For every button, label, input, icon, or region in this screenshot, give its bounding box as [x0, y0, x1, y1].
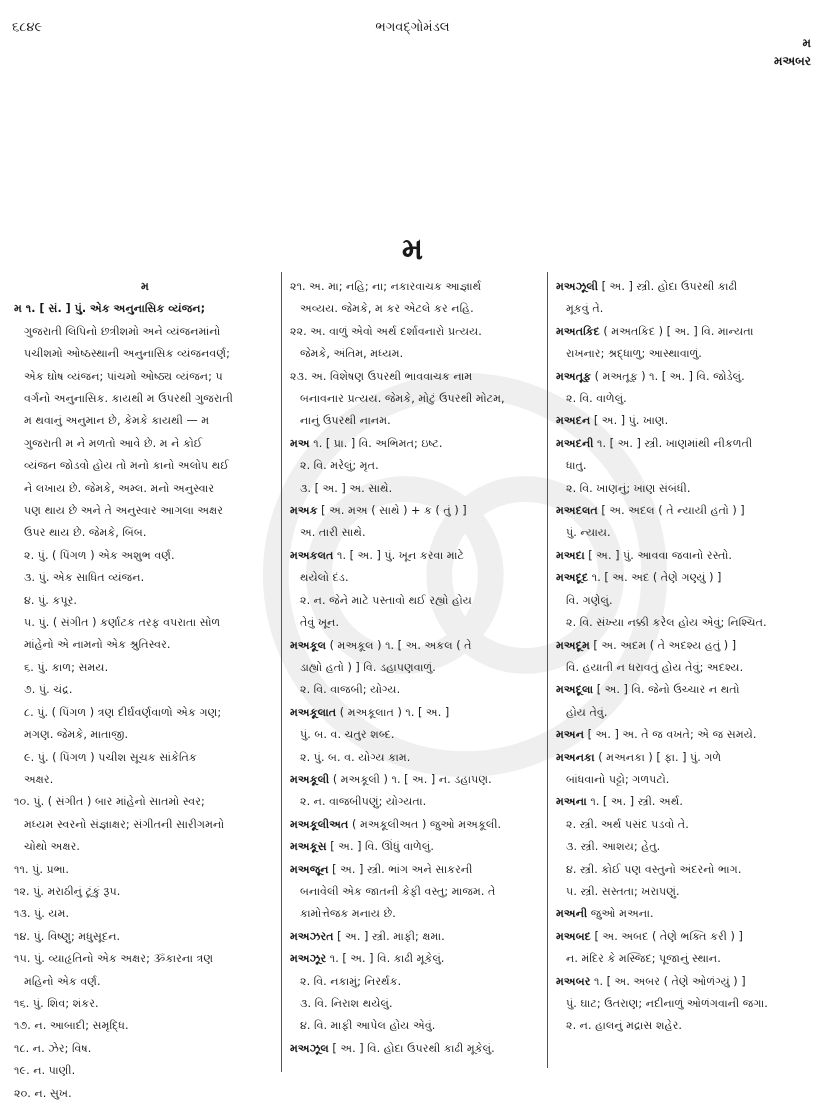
- entry-line: ૨. વિ. મરેલું; મૃત.: [300, 459, 379, 473]
- entry-line: ૨૧. અ. મા; નહિ; ના; નકારવાચક આજ્ઞાર્થ: [290, 280, 482, 293]
- definition-text: ૧. [ અ. અબર ( તેણે ઓળંગ્યું ) ]: [590, 974, 746, 988]
- entry-line: ૨. ન. હાલનું મદ્રાસ શહેર.: [566, 1019, 682, 1033]
- definition-text: [ અ. મઅ ( સાથે ) + ક ( તું ) ]: [317, 504, 467, 518]
- entry-line: વિ. હયાતી ન ધરાવતું હોય તેવું; અદશ્ય.: [566, 660, 744, 674]
- entry-line: ૩. વિ. નિરાશ થયેલું.: [300, 997, 393, 1010]
- headword: મઅઝૂર: [290, 952, 327, 966]
- entry-headword-line: [290, 859, 542, 881]
- headword: મઅદન: [556, 414, 591, 428]
- entry-headword-line: [556, 926, 812, 948]
- headword: મઅના: [556, 795, 587, 809]
- entry-line: ૨. વિ. વાજબી; યોગ્ય.: [300, 683, 401, 697]
- entry-line: ૨૩. અ. વિશેષણ ઉપરથી ભાવવાચક નામ: [290, 369, 473, 383]
- entry-line: ૨. ન. વાજબીપણું; યોગ્યતા.: [300, 795, 427, 809]
- entry-headword-line: [290, 702, 542, 724]
- right-column: [556, 276, 812, 1038]
- entry-line: ડાહ્યો હતો ) ] વિ. ડહાપણવાળું.: [300, 660, 436, 674]
- definition-text: [ અ. ] વિ. જેનો ઉચ્ચાર ન થતો: [593, 683, 740, 697]
- entry-line: ૧૩. પું. યમ.: [14, 907, 70, 921]
- entry-line: મગણ. જેમકે, માતાજી.: [24, 728, 129, 742]
- entry-line: ૩. સ્ત્રી. આશય; હેતુ.: [566, 840, 661, 854]
- entry-line: ૩. [ અ. ] અ. સાથે.: [300, 481, 393, 495]
- entry-headword-line: [556, 433, 812, 455]
- column-divider: [281, 272, 282, 1072]
- entry-line: ૫. પું. ( સંગીત ) કર્ણાટક તરફ વપરાતા સોળ: [24, 616, 221, 630]
- entry-line: ૪. વિ. માફી આપેલ હોય એવું.: [300, 1019, 436, 1033]
- definition-text: [ અ. ] પું. ખાણ.: [590, 414, 669, 428]
- entry-line: ધાતુ.: [566, 459, 587, 473]
- entry-line: અવ્યય. જેમકે, મ કર એટલે કર નહિ.: [300, 302, 474, 316]
- entry-headword-line: [290, 1038, 542, 1060]
- entry-headword-line: [290, 545, 542, 567]
- entry-line: ચોથો અક્ષર.: [24, 840, 80, 854]
- right-column-entries: [556, 276, 812, 1038]
- dictionary-columns: [0, 276, 825, 1100]
- guide-letter: મ: [802, 36, 811, 50]
- entry-line: ૨. વિ. સંખ્યા નક્કી કરેલ હોય એવું; નિશ્ચિત.: [566, 616, 767, 630]
- running-title: ભગવદ્ગોમંડલ: [375, 20, 450, 35]
- headword: મઅતકિદ: [556, 324, 600, 338]
- entry-line: થયેલો દંડ.: [300, 571, 349, 585]
- entry-headword-line: [556, 545, 812, 567]
- entry-headword-line: [556, 747, 812, 769]
- headword: મઅદૂલા: [556, 683, 594, 697]
- entry-line: જેમકે, અંતિમ, મધ્યમ.: [300, 347, 404, 361]
- letter-label: મ: [141, 280, 149, 293]
- entry-line: ૨. ન. જેને માટે પસ્તાવો થઈ રહ્યો હોય: [300, 593, 472, 607]
- entry-line: ને લખાય છે. જેમકે, અમ્લ. મનો અનુસ્વાર: [24, 481, 215, 495]
- headword: મઅદની: [556, 436, 594, 450]
- entry-line: ૨૨. અ. વાળું એવો અર્થ દર્શાવનારો પ્રત્યય.: [290, 324, 482, 338]
- entry-line: પણ થાય છે અને તે અનુસ્વાર આગલા અક્ષર: [24, 504, 224, 518]
- headword: મઅકલત: [290, 548, 334, 562]
- entry-line: ૧૬. પું. શિવ; શંકર.: [14, 996, 99, 1010]
- entry-line: ૧૦. પું. ( સંગીત ) બાર માંહેનો સાતમો સ્વર;: [14, 795, 205, 809]
- entry-line: વિ. ગણેલું.: [566, 593, 613, 607]
- entry-line: પચીશમો ઓષ્ઠસ્થાની અનુનાસિક વ્યંજનવર્ણ;: [24, 347, 230, 361]
- entry-line: ૧૯. ન. પાણી.: [14, 1064, 76, 1078]
- entry-line: મહિનો એક વર્ણ.: [24, 974, 101, 988]
- page-number: ૬૮૪૯: [12, 20, 43, 35]
- left-column-entries: [14, 298, 276, 1105]
- entry-line: ગુજરાતી લિપિનો છત્રીશમો અને વ્યંજનમાંનો: [24, 324, 221, 338]
- headword: મઅજૂન: [290, 862, 329, 876]
- entry-headword-line: [290, 836, 542, 858]
- entry-line: બનાવનાર પ્રત્યય. જેમકે, મોટું ઉપરથી મોટમ,: [300, 392, 505, 406]
- entry-headword-line: [290, 814, 542, 836]
- entry-line: મૂકવું તે.: [566, 302, 604, 316]
- entry-line: વ્યંજન જોડવો હોય તો મનો કાનો અલોપ થઈ: [24, 459, 230, 473]
- definition-text: [ અ. ] વિ. ઊંધું વાળેલું.: [326, 840, 434, 854]
- entry-line: ૭. પું. ચંદ્ર.: [24, 683, 73, 697]
- section-heading: મ: [401, 232, 424, 267]
- entry-line: તેવું ખૂન.: [300, 616, 340, 630]
- headword: મઅતૂફ: [556, 369, 592, 383]
- entry-line: મધ્યમ સ્વરનો સંજ્ઞાક્ષર; સંગીતની સારીગમનો: [24, 817, 225, 831]
- headword: મઅકૂલી: [290, 772, 330, 786]
- entry-line: ગુજરાતી મ ને મળતો આવે છે. મ ને કોઈ: [24, 436, 203, 450]
- definition-text: [ અ. ] સ્ત્રી. માફી; ક્ષમા.: [333, 929, 445, 943]
- entry-line: ૯. પું. ( પિંગળ ) પચીશ સૂચક સાંકેતિક: [24, 750, 197, 764]
- entry-line: અક્ષર.: [24, 772, 54, 786]
- headword: મઅની: [556, 907, 588, 921]
- entry-line: બાંધવાનો પટ્ટો; ગળપટો.: [566, 772, 670, 786]
- entry-headword-line: [290, 948, 542, 970]
- definition-text: [ અ. ] પું. આવવા જવાનો રસ્તો.: [584, 548, 732, 562]
- entry-line: વર્ગનો અનુનાસિક. કાયથી મ ઉપરથી ગુજરાતી: [24, 392, 233, 406]
- entry-line: ૧૫. પું. વ્યાહૃતિનો એક અક્ષર; ૐકારના ત્રણ: [14, 952, 214, 966]
- middle-column: [290, 276, 542, 1060]
- headword: મઅકૂલ: [290, 638, 327, 652]
- entry-line: ૨. વિ. વાળેલું.: [566, 392, 627, 406]
- entry-line: ૧૮. ન. ઝેર; વિષ.: [14, 1041, 92, 1055]
- headword: મઅદલત: [556, 504, 598, 518]
- definition-text: [ અ. ] સ્ત્રી. હોદા ઉપરથી કાઢી: [598, 280, 738, 293]
- definition-text: [ અ. અદમ ( તે અદશ્ય હતું ) ]: [589, 638, 737, 652]
- headword: મઅઝૂલ: [290, 1041, 329, 1055]
- entry-headword-line: [556, 321, 812, 343]
- entry-line: ૨. પું. ( પિંગળ ) એક અશુભ વર્ણ.: [24, 548, 175, 562]
- entry-line: પું. બ. વ. ચતુર શબ્દ.: [300, 728, 395, 742]
- definition-text: ( મઅકૂલી ) ૧. [ અ. ] ન. ડહાપણ.: [329, 772, 492, 786]
- definition-text: ૧. [ અ. ] સ્ત્રી. ખાણમાંથી નીકળતી: [593, 436, 753, 450]
- entry-line: કામોત્તેજક મનાય છે.: [300, 907, 396, 921]
- entry-headword-line: [556, 635, 812, 657]
- entry-headword-line: [290, 769, 542, 791]
- headword: મઅદા: [556, 548, 585, 562]
- entry-line: ૧૨. પું. મરાઠીનું ટૂંકું રૂપ.: [14, 884, 121, 898]
- entry-line: ૨. સ્ત્રી. અર્થ પસંદ પડવો તે.: [566, 817, 689, 831]
- entry-headword-line: [290, 635, 542, 657]
- entry-line: મ થવાનું અનુમાન છે, કેમકે કાયથી — મ: [24, 414, 210, 428]
- entry-line: ૧૪. પું. વિષ્ણુ; મધુસૂદન.: [14, 929, 121, 943]
- entry-headword-line: [556, 791, 812, 813]
- headword: મઅઝૂલી: [556, 280, 599, 293]
- definition-text: ૧. [ અ. ] પું. ખૂન કરવા માટે: [333, 548, 464, 562]
- headword: મઅન: [556, 728, 585, 742]
- entry-headword-line: [556, 500, 812, 522]
- entry-line: ૨. પું. બ. વ. યોગ્ય કામ.: [300, 750, 411, 764]
- entry-headword-line: [556, 679, 812, 701]
- definition-text: [ અ. અદલ ( તે ન્યાયી હતો ) ]: [597, 504, 745, 518]
- definition-text: [ અ. ] વિ. હોદા ઉપરથી કાઢી મૂકેલું.: [328, 1041, 495, 1055]
- headword: મઅકૂસ: [290, 840, 327, 854]
- entry-line: પું. ન્યાય.: [566, 526, 611, 540]
- definition-text: [ અ. અબદ ( તેણે ભક્તિ કરી ) ]: [590, 929, 743, 943]
- entry-line: મ ૧. [ સં. ] પું. એક અનુનાસિક વ્યંજન;: [14, 302, 206, 316]
- entry-headword-line: [556, 567, 812, 589]
- headword: મઅક: [290, 504, 318, 518]
- definition-text: જુઓ મઅના.: [587, 907, 654, 921]
- entry-line: હોય તેવું.: [566, 705, 608, 719]
- headword: મઅદૂદ: [556, 571, 589, 585]
- headword: મઅઝરત: [290, 929, 334, 943]
- definition-text: ( મઅતૂફ ) ૧. [ અ. ] વિ. જોડેલું.: [591, 369, 745, 383]
- entry-line: ન. મંદિર કે મસ્જિદ; પૂજાનું સ્થાન.: [566, 952, 721, 966]
- definition-text: ૧. [ પ્રા. ] વિ. અભિમત; ઇષ્ટ.: [309, 436, 443, 450]
- headword: મઅકૂલાત: [290, 705, 337, 719]
- entry-headword-line: [556, 366, 812, 388]
- entry-line: અ. તારી સાથે.: [300, 526, 366, 540]
- entry-line: બનાવેલી એક જાતની કેફી વસ્તુ; માજમ. તે: [300, 884, 496, 898]
- entry-line: પું. ઘાટ; ઉતરાણ; નદીનાળું ઓળંગવાની જગા.: [566, 997, 768, 1010]
- entry-line: રાખનાર; શ્રદ્ધાળુ; આસ્થાવાળું.: [566, 347, 702, 361]
- entry-headword-line: [290, 500, 542, 522]
- entry-headword-line: [556, 410, 812, 432]
- middle-column-entries: [290, 276, 542, 1060]
- definition-text: ( મઅકૂલીઅત ) જુઓ મઅકૂલી.: [348, 817, 502, 831]
- entry-line: ઉપર થાય છે. જેમકે, બિંબ.: [24, 526, 147, 540]
- entry-line: ૨૦. ન. સુખ.: [14, 1086, 72, 1100]
- entry-line: નાનું ઉપરથી નાનમ.: [300, 414, 391, 428]
- entry-line: ૫. સ્ત્રી. સસ્તતા; ખરાપણું.: [566, 884, 680, 898]
- entry-headword-line: [556, 971, 812, 993]
- entry-line: ૧૭. ન. આબાદી; સમૃદ્ધિ.: [14, 1019, 129, 1033]
- entry-line: ૮. પું. ( પિંગળ ) ત્રણ દીર્ઘવર્ણવાળો એક ગણ;: [24, 705, 222, 719]
- definition-text: [ અ. ] અ. તે જ વખતે; એ જ સમયે.: [584, 728, 757, 742]
- definition-text: ૧. [ અ. અદ ( તેણે ગણ્યું ) ]: [588, 571, 722, 585]
- entry-line: ૪. પું. કપૂર.: [24, 593, 77, 607]
- entry-line: માંહેનો એ નામનો એક શ્રુતિસ્વર.: [24, 638, 171, 652]
- entry-headword-line: [556, 276, 812, 298]
- headword: મઅકૂલીઅત: [290, 817, 349, 831]
- guide-word: મઅબર: [774, 54, 811, 68]
- left-column: [14, 276, 276, 1105]
- definition-text: ૧. [ અ. ] સ્ત્રી. અર્થ.: [586, 795, 683, 809]
- headword: મઅબદ: [556, 929, 591, 943]
- headword: મઅ: [290, 436, 310, 450]
- headword: મઅનકા: [556, 750, 595, 764]
- headword: મઅબર: [556, 974, 591, 988]
- entry-line: ૨. વિ. નકામું; નિરર્થક.: [300, 974, 402, 988]
- entry-line: ૬. પું. કાળ; સમય.: [24, 660, 109, 674]
- definition-text: ( મઅકૂલાત ) ૧. [ અ. ]: [336, 705, 450, 719]
- entry-headword-line: [556, 724, 812, 746]
- headword: મઅદૂમ: [556, 638, 590, 652]
- column-divider: [547, 272, 548, 1068]
- definition-text: ( મઅતકિદ ) [ અ. ] વિ. માન્યતા: [599, 324, 754, 338]
- entry-headword-line: [556, 903, 812, 925]
- entry-line: ૩. પું. એક સાધિત વ્યંજન.: [24, 571, 145, 585]
- definition-text: ( મઅનકા ) [ ફા. ] પું. ગળે: [594, 750, 722, 764]
- entry-line: ૨. વિ. ખાણનું; ખાણ સંબંધી.: [566, 481, 691, 495]
- entry-headword-line: [290, 926, 542, 948]
- definition-text: ( મઅકૂલ ) ૧. [ અ. અકલ ( તે: [326, 638, 472, 652]
- entry-line: ૪. સ્ત્રી. કોઈ પણ વસ્તુનો અંદરનો ભાગ.: [566, 862, 742, 876]
- entry-headword-line: [290, 433, 542, 455]
- entry-line: ૧૧. પું. પ્રભા.: [14, 862, 69, 876]
- definition-text: [ અ. ] સ્ત્રી. ભાંગ અને સાકરની: [328, 862, 473, 876]
- definition-text: ૧. [ અ. ] વિ. કાઢી મૂકેલું.: [326, 952, 445, 966]
- entry-line: એક ઘોષ વ્યંજન; પાંચમો ઓષ્ઠ્ય વ્યંજન; પ: [24, 369, 223, 383]
